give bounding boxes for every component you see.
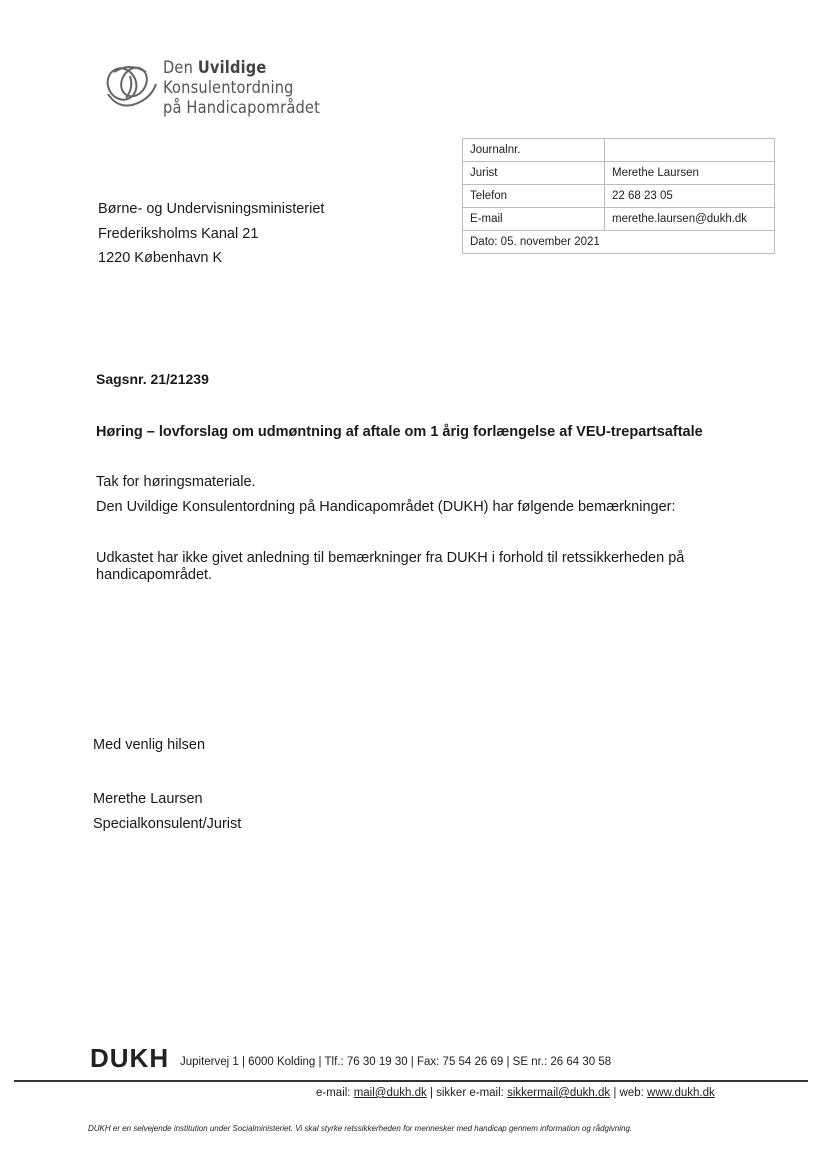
recipient-line: 1220 København K — [98, 250, 223, 266]
recipient-line: Børne- og Undervisningsministeriet — [98, 201, 325, 217]
website-link[interactable]: www.dukh.dk — [647, 1087, 715, 1099]
email-value: merethe.laursen@dukh.dk — [605, 208, 775, 231]
table-row — [463, 185, 775, 208]
organization-logo-text: Den Uvildige Konsulentordning på Handicapområdet — [163, 58, 320, 118]
body-paragraph: Udkastet har ikke givet anledning til bemærkninger fra DUKH i forhold til retssikkerheden på handicapområdet. — [96, 550, 685, 583]
case-info-table — [462, 138, 775, 254]
phone-label: Telefon — [463, 185, 605, 208]
jurist-label: Jurist — [463, 162, 605, 185]
footer-brand: DUKH — [90, 1043, 170, 1073]
case-number: Sagsnr. 21/21239 — [96, 371, 209, 387]
phone-value: 22 68 23 05 — [605, 185, 775, 208]
table-row — [463, 162, 775, 185]
journal-value — [605, 139, 775, 162]
secure-email-link[interactable]: sikkermail@dukh.dk — [507, 1087, 611, 1099]
footer-disclaimer: DUKH er en selvejende institution under Socialministeriet. Vi skal styrke retssikkerheden for mennesker med handicap gennem information og rådgivning. — [88, 1124, 633, 1133]
signature-block — [93, 787, 241, 837]
recipient-address — [98, 197, 324, 271]
recipient-line: Frederiksholms Kanal 21 — [98, 225, 259, 242]
table-row — [463, 231, 775, 254]
date-cell: Dato: 05. november 2021 — [463, 231, 775, 254]
dukh-logo-icon — [100, 58, 164, 118]
signer-title: Specialkonsulent/Jurist — [93, 816, 242, 832]
email-link[interactable]: mail@dukh.dk — [353, 1087, 427, 1099]
signer-name: Merethe Laursen — [93, 791, 203, 807]
table-row — [463, 139, 775, 162]
footer-address: Jupitervej 1 | 6000 Kolding | Tlf.: 76 30 19 30 | Fax: 75 54 26 69 | SE nr.: 26 64 30 58 — [180, 1056, 612, 1068]
jurist-value: Merethe Laursen — [605, 162, 775, 185]
footer-divider — [14, 1080, 808, 1082]
footer-contact: e-mail: mail@dukh.dk | sikker e-mail: sikkermail@dukh.dk | web: www.dukh.dk — [316, 1087, 715, 1099]
letter-subject: Høring – lovforslag om udmøntning af aftale om 1 årig forlængelse af VEU-trepartsaftale — [96, 424, 703, 440]
table-row — [463, 208, 775, 231]
email-label: E-mail — [463, 208, 605, 231]
journal-label: Journalnr. — [463, 139, 605, 162]
closing-greeting: Med venlig hilsen — [93, 737, 206, 753]
body-paragraph: Tak for høringsmateriale. Den Uvildige Konsulentordning på Handicapområdet (DUKH) har følgende bemærkninger: — [96, 474, 676, 515]
